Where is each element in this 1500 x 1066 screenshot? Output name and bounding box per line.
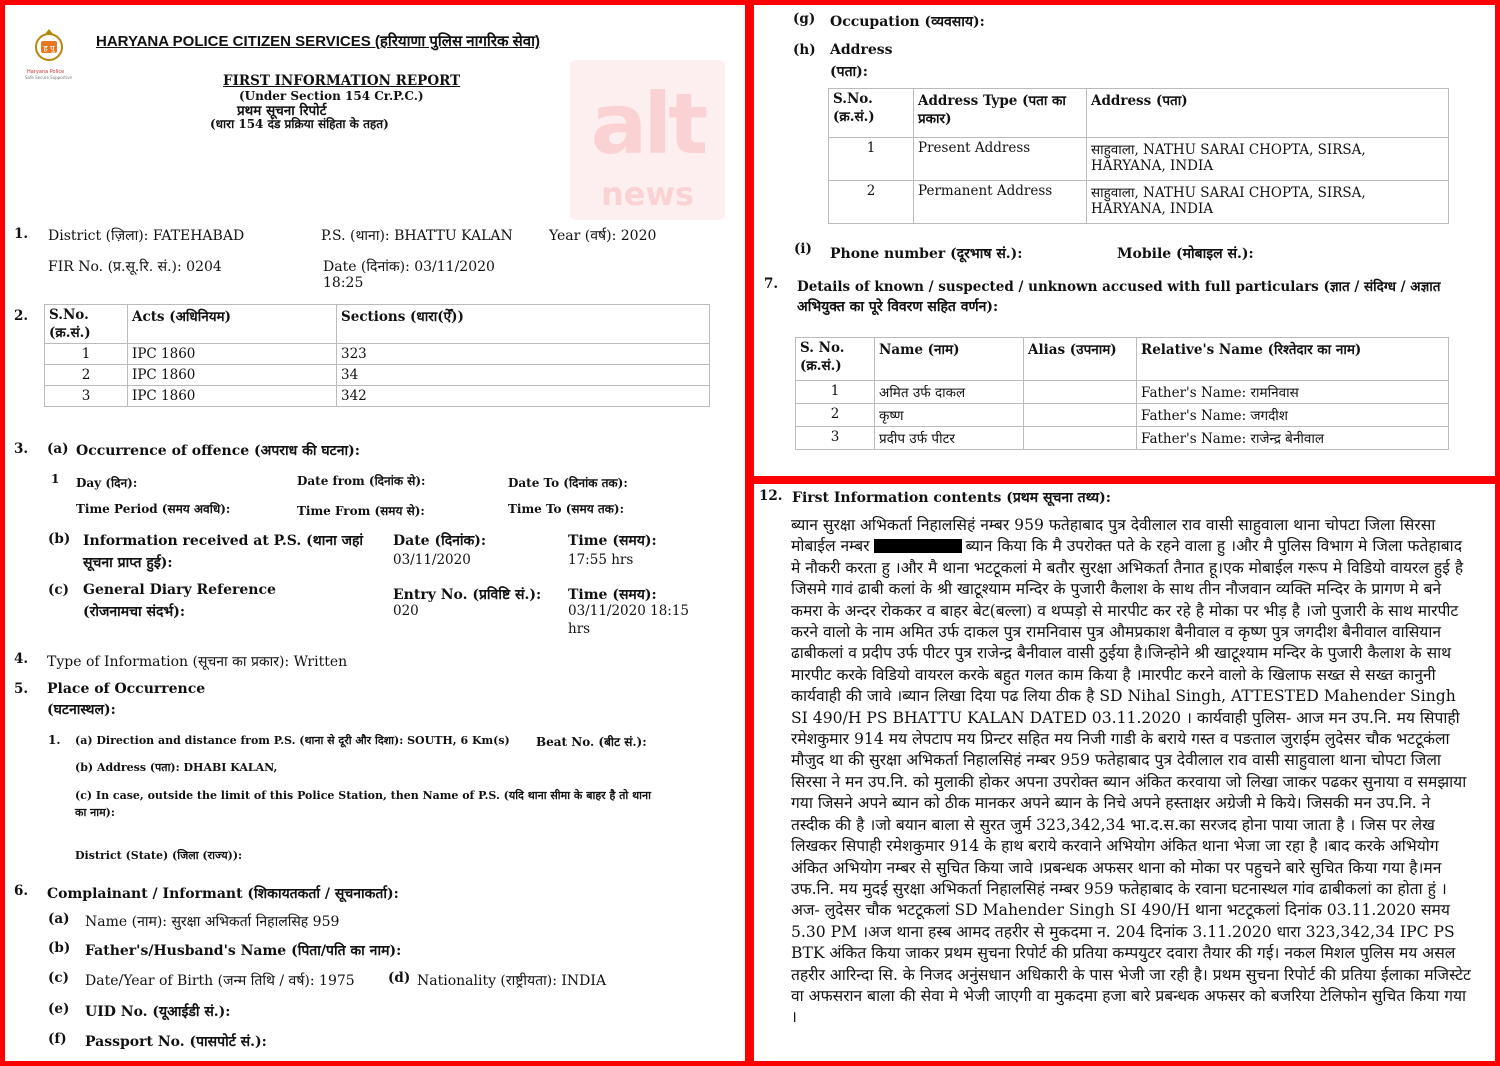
col-header: S.No. (क्र.सं.) <box>829 89 914 138</box>
col-header: Address (पता) <box>1087 89 1449 138</box>
cell <box>1024 427 1137 450</box>
col-header: Alias (उपनाम) <box>1024 338 1137 381</box>
logo-text: Haryana Police <box>27 69 65 75</box>
info-time-label: Time (समय): <box>568 533 657 549</box>
gd-time-label: Time (समय): <box>568 587 657 603</box>
col-header: Relative's Name (रिश्तेदार का नाम) <box>1137 338 1449 381</box>
label: (d) <box>388 970 411 986</box>
accused-title-2: अभियुक्त का पूरे विवरण सहित वर्णन): <box>797 299 999 315</box>
father-name: Father's/Husband's Name (पिता/पति का नाम): <box>85 943 402 959</box>
cell: 2 <box>796 404 875 427</box>
time-to-label: Time To (समय तक): <box>508 502 624 516</box>
table-row <box>829 181 1449 224</box>
row-num: 1 <box>51 472 60 486</box>
date-of-birth: Date/Year of Birth (जन्म तिथि / वर्ष): 1975 <box>85 973 355 989</box>
cell: Father's Name: राजेन्द्र बेनीवाल <box>1137 427 1449 450</box>
complainant-name: Name (नाम): सुरक्षा अभिकर्ता निहालसिह 959 <box>85 914 340 930</box>
label: (f) <box>48 1031 67 1047</box>
time-period-label: Time Period (समय अवधि): <box>76 502 231 516</box>
row-num: 1. <box>48 733 61 747</box>
section-num: 12. <box>759 488 783 504</box>
fi-text-after: ब्यान किया कि मै उपरोक्त पते के रहने वाला हु ।और मै पुलिस विभाग मे जिला फतेहाबाद मे नौकरी करता हु ।और मै थाना भटटूकलां मे बतौर सुरक्षा अभिकर्ता तैनात हू।एक मोबाईल गरूप मे विडियो वायरल हुई है जिसमे गावं ढाबी कलां के श्री खाटूश्याम मन्दिर के पुजारी कैलाश के साथ तीन नौजवान व्यक्ति मन्दिर के प्रागण मे बने कमरा के अन्दर रोककर व बाहर बेट(बल्ला) व थप्पड़ो से मारपीट कर रहे है मोका पर भीड़ है ।जो पुजारी के साथ मारपीट करने वालो के नाम अमित उर्फ दाकल पुत्र रामनिवास पुत्र औमप्रकाश बैनीवाल व कृष्ण पुत्र जगदीश बैनीवाल वासियान ढाबीकलां व प्रदीप उर्फ पीटर पुत्र राजेन्द्र बैनीवाल वासी ठुईया है।जिन्होने श्री खाटूश्याम मन्दिर के पुजारी कैलाश के साथ मारपीट करके विडियो वायरल करके बहुत गलत काम किया है ।मारपीट करने वालो के खिलाफ सख्त से सख्त कानुनी कार्यवाही की जावे ।ब्यान लिखा दिया पढ लिया ठीक है SD Nihal Singh, ATTESTED Mahender Singh SI 490/H PS BHATTU KALAN DATED 03.11.2020 । कार्यवाही पुलिस- आज मन उप.नि. मय सिपाही रमेशकुमार 914 मय लेपटाप मय प्रिन्टर सहित मय निजी गाडी के बराये गस्त व पङताल जुराईम लुदेसर चौक भटटूकंला मौजुद था की सुरक्षा अभिकर्ता निहालसिहं नम्बर 959 फतेहाबाद पुत्र देवीलाल राव वासी साहुवाला थाना चोपटा जिला सिरसा ने मन उप.नि. को मुलाकी होकर अपना उपरोक्त ब्यान अंकित करवाया जो लिखा जाकर पढकर सुनाया व समझाया गया जिसने अपने ब्यान को ठीक मानकर अपने ब्यान के निचे अपने हस्ताक्षर अग्रेजी मे किये। जिसकी मन उप.नि. ने तस्दीक की है ।जो बयान बाला से सुरत जुर्म 323,342,34 भा.द.स.का सरजद होना पाया जाता है । जिस पर लेख लिखकर सिपाही रमेशकुमार 914 के हाथ बराये करवाने अभियोग अंकित थाना भेजा जा रहा है ।बाद करके अभियोग अंकित अभियोग नम्बर से सुचित किया जावे ।प्रबन्धक अफसर थाना को मोका पर पहुचने बारे सुचित किया गया है।मन उफ.नि. मय मुदई सुरक्षा अभिकर्ता निहालसिहं नम्बर 959 फतेहाबाद के रवाना घटनास्थल गांव ढाबीकलां का होता हुं । अज- लुदेसर चौक भटटूकलां SD Mahender Singh SI 490/H थाना भटटूकलां दिनांक 03.11.2020 समय 5.30 PM ।अज थाना हस्ब आमद तहरीर से मुकदमा न. 204 दिनांक 3.11.2020 धारा 323,342,34 IPC PS BTK अंकित किया जाकर प्रथम सुचना रिपोर्ट की प्रतिया कम्पयुटर दवारा तैयार की गई। नकल मिशल पुलिस मय असल तहरीर आरिन्दा सि. के निजद अनुंसधान अधिकारी के पास भेजी जा रही है। प्रथम सुचना रिपोर्ट की प्रतिया ईलाका मजिस्टेट वा अफसरान बाला की सेवा मे भेजी जाएगी वा मुकदमा हजा बारे प्रबन्धक अफसर को बजरिया टेलिफोन सुचित किया गया । <box>791 537 1471 1027</box>
time-from-label: Time From (समय से): <box>297 504 425 518</box>
place-title: Place of Occurrence <box>47 681 206 697</box>
label: (b) <box>48 940 71 956</box>
occupation: Occupation (व्यवसाय): <box>830 14 985 30</box>
cell: 2 <box>45 365 128 386</box>
cell: 34 <box>337 365 710 386</box>
passport-no: Passport No. (पासपोर्ट सं.): <box>85 1034 267 1050</box>
cell: 3 <box>796 427 875 450</box>
table-row <box>45 344 710 365</box>
table-row <box>796 427 1449 450</box>
day-label: Day (दिन): <box>76 476 138 490</box>
redacted-mobile <box>874 539 962 553</box>
label: (c) <box>48 582 69 598</box>
date-from-label: Date from (दिनांक से): <box>297 474 426 488</box>
cell: प्रदीप उर्फ पीटर <box>875 427 1024 450</box>
fir-hindi: प्रथम सूचना रिपोर्ट <box>237 103 327 119</box>
info-received-title-2: सूचना प्राप्त हुई): <box>83 555 173 571</box>
fir-number: FIR No. (प्र.सू.रि. सं.): 0204 <box>48 259 222 275</box>
cell: Permanent Address <box>914 181 1087 224</box>
top-right-panel <box>754 5 1495 476</box>
outside-limit-2: का नाम): <box>75 806 115 819</box>
uid-no: UID No. (यूआईडी सं.): <box>85 1004 231 1020</box>
label: (a) <box>48 911 70 927</box>
entry-no: 020 <box>393 603 419 619</box>
occurrence-title: Occurrence of offence (अपराध की घटना): <box>76 443 360 459</box>
cell: 1 <box>45 344 128 365</box>
phone-number: Phone number (दूरभाष सं.): <box>830 246 1023 262</box>
date-to-label: Date To (दिनांक तक): <box>508 476 628 490</box>
fir-title: FIRST INFORMATION REPORT <box>223 73 461 89</box>
section-num: 7. <box>764 276 779 292</box>
gd-time-2: hrs <box>568 621 591 637</box>
cell: 1 <box>829 138 914 181</box>
police-station: P.S. (थाना): BHATTU KALAN <box>321 228 513 244</box>
gd-time: 03/11/2020 18:15 <box>568 603 690 619</box>
gd-title: General Diary Reference <box>83 582 276 598</box>
place-title-2: (घटनास्थल): <box>47 702 116 718</box>
cell: Father's Name: जगदीश <box>1137 404 1449 427</box>
page-title: HARYANA POLICE CITIZEN SERVICES (हरियाणा पुलिस नागरिक सेवा) <box>96 33 541 50</box>
label: (i) <box>794 241 812 257</box>
direction-distance: (a) Direction and distance from P.S. (थाना से दूरी और दिशा): SOUTH, 6 Km(s) <box>75 734 510 747</box>
gd-title-2: (रोजनामचा संदर्भ): <box>83 604 186 620</box>
cell: IPC 1860 <box>128 386 337 407</box>
watermark-brand: alt <box>590 75 705 173</box>
cell: अमित उर्फ दाकल <box>875 381 1024 404</box>
section-num: 1. <box>14 226 29 242</box>
fir-hindi-under: (धारा 154 दंड प्रक्रिया संहिता के तहत) <box>210 117 389 131</box>
label: (c) <box>48 970 69 986</box>
label: (b) <box>48 531 71 547</box>
beat-no: Beat No. (बीट सं.): <box>536 735 647 749</box>
entry-label: Entry No. (प्रविष्टि सं.): <box>393 587 542 603</box>
fir-under: (Under Section 154 Cr.P.C.) <box>239 89 424 103</box>
cell: 342 <box>337 386 710 407</box>
section-num: 4. <box>14 651 29 667</box>
watermark-sub: news <box>600 175 695 213</box>
label: (e) <box>48 1001 70 1017</box>
district: District (ज़िला): FATEHABAD <box>48 228 245 244</box>
left-panel <box>5 5 745 1061</box>
fir-time: 18:25 <box>323 275 364 291</box>
info-date-label: Date (दिनांक): <box>393 533 487 549</box>
section-num: 2. <box>14 308 29 324</box>
col-header: S. No. (क्र.सं.) <box>796 338 875 381</box>
svg-text:ह पु: ह पु <box>43 44 55 53</box>
fi-text-before: ब्यान सुरक्षा अभिकर्ता निहालसिहं नम्बर 959 फतेहाबाद पुत्र देवीलाल राव वासी साहुवाला थाना चोपटा जिला सिरसा मोबाईल नम्बर <box>791 516 1436 556</box>
district-state: District (State) (जिला (राज्य)): <box>75 849 243 862</box>
cell: साहुवाला, NATHU SARAI CHOPTA, SIRSA, HARYANA, INDIA <box>1087 181 1449 224</box>
cell: 2 <box>829 181 914 224</box>
mobile-number: Mobile (मोबाइल सं.): <box>1117 246 1254 262</box>
cell: IPC 1860 <box>128 365 337 386</box>
cell: 323 <box>337 344 710 365</box>
cell: 1 <box>796 381 875 404</box>
cell: साहुवाला, NATHU SARAI CHOPTA, SIRSA, HARYANA, INDIA <box>1087 138 1449 181</box>
occurrence-address: (b) Address (पता): DHABI KALAN, <box>75 761 278 774</box>
table-row <box>829 138 1449 181</box>
table-row <box>796 381 1449 404</box>
info-type: Type of Information (सूचना का प्रकार): Written <box>47 654 348 670</box>
col-header: Name (नाम) <box>875 338 1024 381</box>
address-table <box>828 88 1449 224</box>
cell: IPC 1860 <box>128 344 337 365</box>
acts-table <box>44 304 710 407</box>
cell <box>1024 381 1137 404</box>
section-num: 3. <box>14 441 29 457</box>
complainant-title: Complainant / Informant (शिकायतकर्ता / सूचनाकर्ता): <box>47 886 399 902</box>
cell: Father's Name: रामनिवास <box>1137 381 1449 404</box>
info-received-title: Information received at P.S. (थाना जहां <box>83 533 364 549</box>
label: (h) <box>793 42 816 58</box>
logo-subtext: Safe Secure Supportive <box>25 75 72 80</box>
label: (a) <box>47 441 69 457</box>
address-label-2: (पता): <box>830 64 868 80</box>
year: Year (वर्ष): 2020 <box>549 228 657 244</box>
fir-date: Date (दिनांक): 03/11/2020 <box>323 259 495 275</box>
col-header: Acts (अधिनियम) <box>128 305 337 344</box>
cell: कृष्ण <box>875 404 1024 427</box>
col-header: Sections (धारा(ऐँ)) <box>337 305 710 344</box>
section-num: 5. <box>14 681 29 697</box>
label: (g) <box>793 11 816 27</box>
nationality: Nationality (राष्ट्रीयता): INDIA <box>417 973 607 989</box>
bottom-right-panel <box>754 484 1495 1061</box>
fi-contents <box>791 515 1471 1029</box>
table-row <box>796 404 1449 427</box>
section-num: 6. <box>14 883 29 899</box>
table-row <box>45 386 710 407</box>
col-header: Address Type (पता का प्रकार) <box>914 89 1087 138</box>
outside-limit: (c) In case, outside the limit of this Police Station, then Name of P.S. (यदि थाना सीमा के बाहर है तो थाना <box>75 789 651 802</box>
accused-title: Details of known / suspected / unknown accused with full particulars (ज्ञात / संदिग्ध / अज्ञात <box>797 279 1441 295</box>
cell: 3 <box>45 386 128 407</box>
accused-table <box>795 337 1449 450</box>
cell <box>1024 404 1137 427</box>
info-time: 17:55 hrs <box>568 552 634 568</box>
info-date: 03/11/2020 <box>393 552 471 568</box>
table-row <box>45 365 710 386</box>
col-header: S.No. (क्र.सं.) <box>45 305 128 344</box>
fi-contents-title: First Information contents (प्रथम सूचना तथ्य): <box>792 490 1111 506</box>
address-label: Address <box>830 42 893 58</box>
cell: Present Address <box>914 138 1087 181</box>
